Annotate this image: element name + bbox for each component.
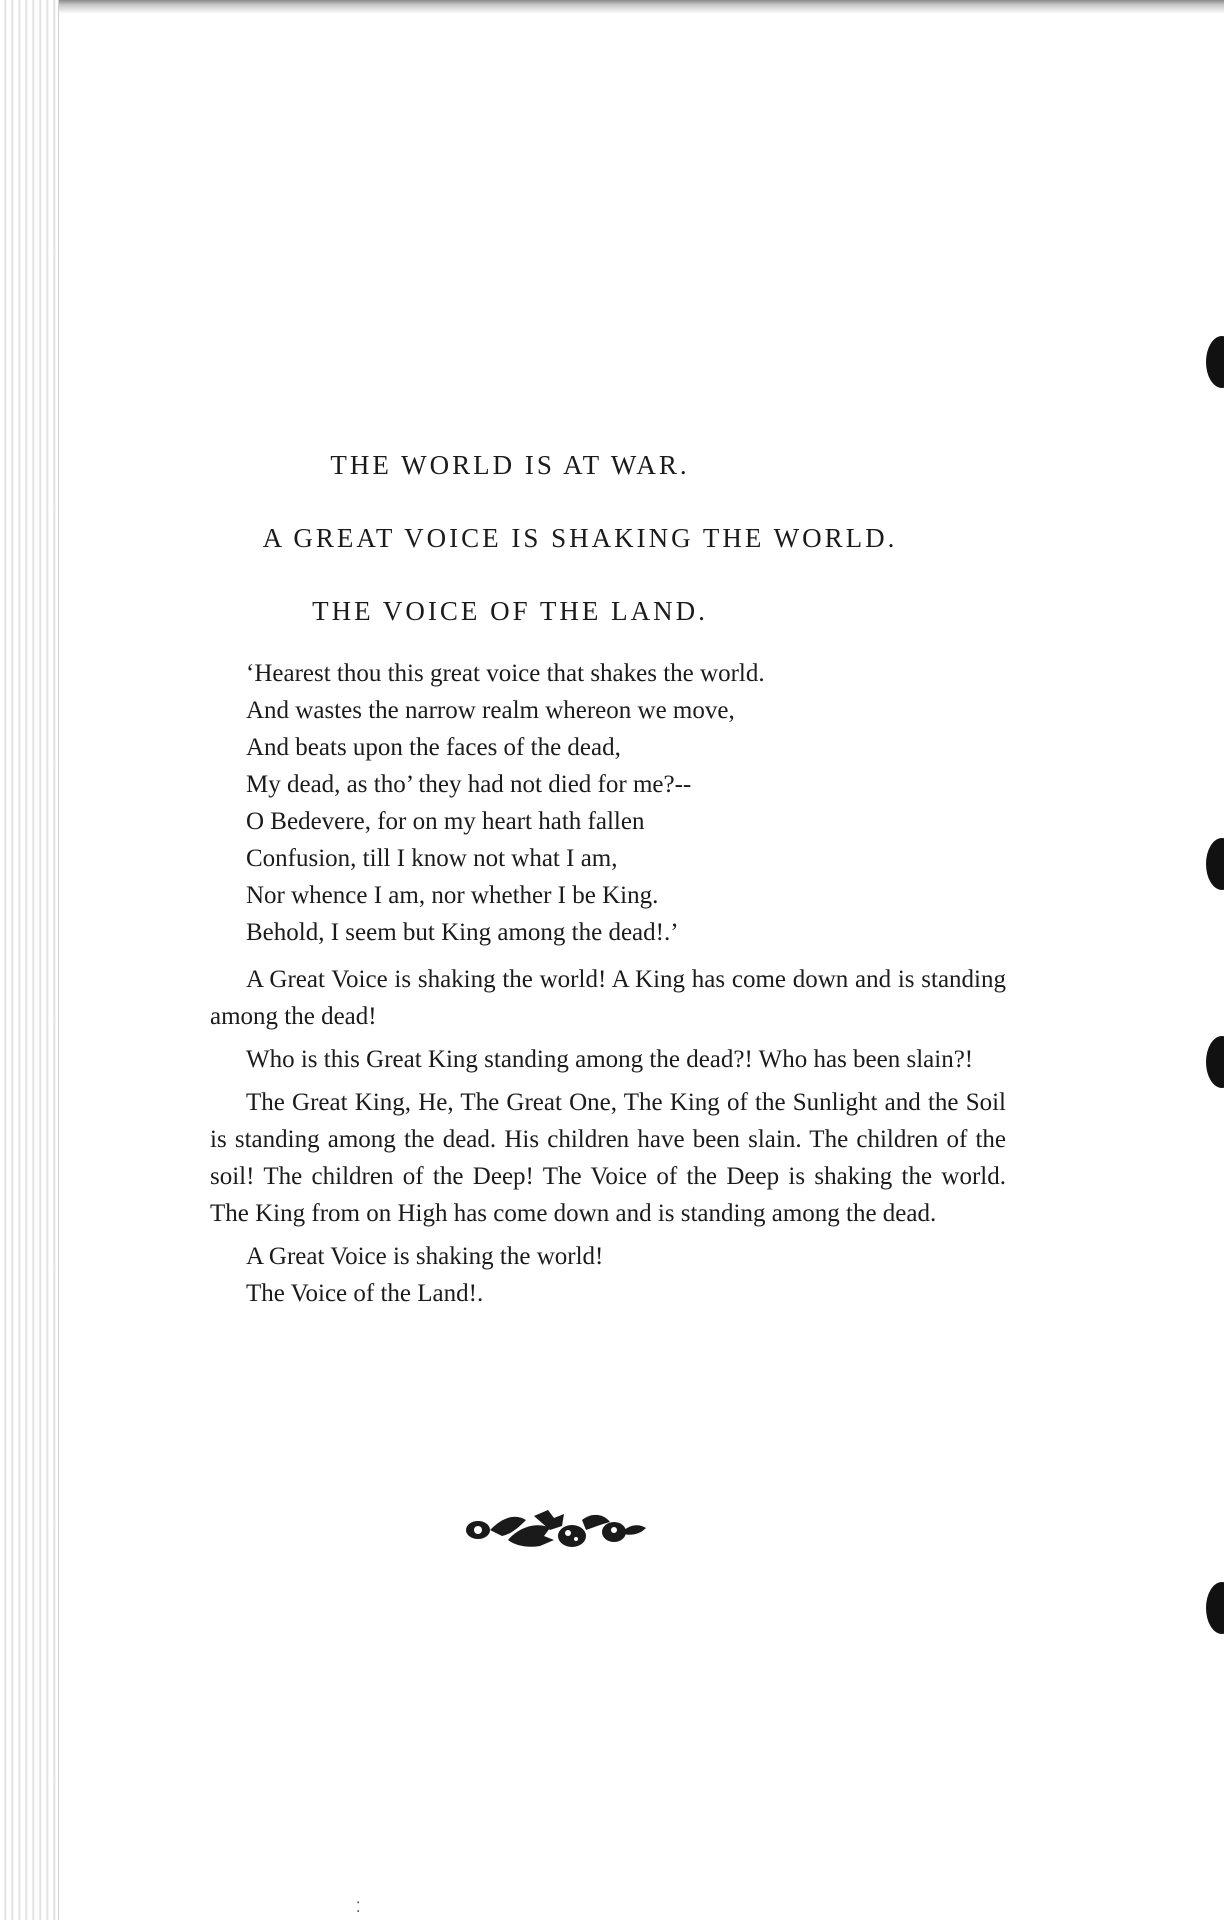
page-stack-edges: [0, 0, 59, 1920]
binder-hole-icon: [1206, 1036, 1224, 1088]
quoted-verse: [246, 655, 986, 951]
verse-line: Behold, I seem but King among the dead!.’: [246, 919, 679, 946]
paragraph: The Great King, He, The Great One, The King of the Sunlight and the Soil is standing among the dead. His children have been slain. The children of the soil! The children of the Deep! The Voice of the Deep is shaking the world. The King from on High has come down and is standing among the dead.: [210, 1089, 1006, 1227]
closing-line: A Great Voice is shaking the world!: [246, 1243, 604, 1270]
holly-ornament-icon: [464, 1506, 648, 1550]
verse-line: O Bedevere, for on my heart hath fallen: [246, 808, 645, 835]
verse-line: And beats upon the faces of the dead,: [246, 734, 621, 761]
page-text: [210, 450, 1010, 1312]
page-subtitle: A GREAT VOICE IS SHAKING THE WORLD.: [262, 523, 898, 553]
closing-line: The Voice of the Land!.: [246, 1280, 484, 1307]
page-title: THE WORLD IS AT WAR.: [330, 450, 690, 480]
verse-line: Nor whence I am, nor whether I be King.: [246, 882, 659, 909]
verse-line: ‘Hearest thou this great voice that shakes the world.: [246, 660, 765, 687]
paragraph: A Great Voice is shaking the world! A King has come down and is standing among the dead!: [210, 966, 1006, 1030]
verse-line: My dead, as tho’ they had not died for me?--: [246, 771, 692, 798]
paragraph: Who is this Great King standing among the dead?! Who has been slain?!: [246, 1046, 974, 1073]
binder-hole-icon: [1206, 1582, 1224, 1634]
top-edge-shadow: [0, 0, 1224, 14]
binder-hole-icon: [1206, 336, 1224, 388]
binder-hole-icon: [1206, 838, 1224, 890]
scan-specks: ⁚: [356, 1900, 361, 1916]
section-heading: THE VOICE OF THE LAND.: [312, 596, 708, 626]
verse-line: And wastes the narrow realm whereon we move,: [246, 697, 735, 724]
verse-line: Confusion, till I know not what I am,: [246, 845, 618, 872]
